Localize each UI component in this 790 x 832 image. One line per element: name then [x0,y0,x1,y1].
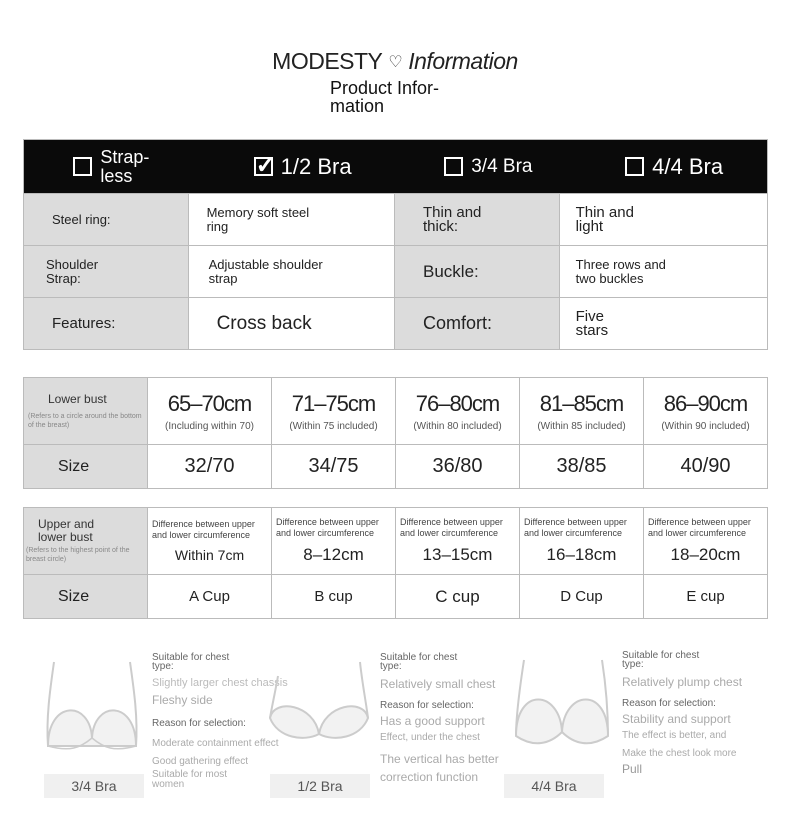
cup-diff-desc: Difference between upper and lower circumference [152,519,255,540]
feature-value-text: Cross back [216,312,312,334]
bra-icon [264,658,374,746]
bra-half-illustration [264,658,374,746]
cup-cell [272,575,396,618]
suitable-title: Suitable for chest type: [380,652,458,672]
bra-label: 1/2 Bra [270,774,370,798]
bra-icon [510,656,614,748]
feature-key [24,246,189,297]
size-value: 32/70 [184,455,235,477]
cup-cell [644,575,767,618]
size-cell [644,445,767,488]
lower-bust-table [23,377,768,489]
size-value: 36/80 [432,455,483,477]
style-options-bar [24,140,767,193]
range-note: (Including within 70) [165,420,254,432]
style-option-label: 3/4 Bra [471,155,533,177]
feature-key: Features: [24,298,189,349]
cup-diff-desc: Difference between upper and lower circumference [400,517,503,538]
brand-name: MODESTY [272,48,383,74]
feature-value-text: Adjustable shoulder strap [208,256,323,286]
cup-value: E cup [686,588,725,605]
reason-text: The effect is better, and [622,730,727,741]
suitable-title: Suitable for chest type: [152,652,230,672]
cup-cell [396,575,520,618]
feature-value [560,194,767,245]
suitable-text: Fleshy side [152,693,213,707]
cup-difference-row [24,508,767,574]
feature-key: Steel ring: [24,194,189,245]
suitable-title: Suitable for chest type: [622,650,700,670]
reason-text: The vertical has better correction function [380,752,499,784]
cup-diff-cell [272,508,396,574]
feature-value [560,298,767,349]
size-label: Size [24,445,148,488]
cup-diff-cell [396,508,520,574]
checkbox-empty-icon[interactable] [73,157,92,176]
suitable-text: Relatively plump chest [622,675,743,689]
cup-diff-range: 18–20cm [670,545,741,564]
reason-text: Stability and support [622,712,731,726]
suitable-text: Relatively small chest [380,677,496,691]
feature-key: Comfort: [395,298,560,349]
cup-value: C cup [435,586,480,606]
cup-cell [520,575,644,618]
range-note: (Within 85 included) [537,420,626,432]
feature-value [189,246,395,297]
bra-icon [40,660,144,752]
checkbox-empty-icon[interactable] [444,157,463,176]
range-cell [396,378,520,444]
page-subtitle [330,79,439,115]
brand-title [0,48,790,75]
reason-text: Pull [622,762,643,776]
cup-diff-cell [520,508,644,574]
range-value: 71–75cm [291,390,376,416]
checkbox-empty-icon[interactable] [625,157,644,176]
feature-key-text: Shoulder Strap: [46,256,99,286]
feature-value [189,194,395,245]
reason-text: Make the chest look more [622,748,737,759]
range-value: 65–70cm [167,390,252,416]
size-cell [272,445,396,488]
range-cell [272,378,396,444]
range-cell [148,378,272,444]
feature-row [24,193,767,245]
cup-diff-cell [148,508,272,574]
feature-value-text: Thin and light [575,203,634,235]
range-note: (Within 80 included) [413,420,502,432]
reason-text: Suitable for most women [152,769,228,790]
feature-value [189,298,395,349]
lower-bust-row [24,378,767,444]
feature-value-text: Three rows and two buckles [575,256,666,286]
size-cell [520,445,644,488]
feature-row [24,297,767,349]
cup-row [24,574,767,618]
checkbox-checked-icon[interactable] [254,157,273,176]
size-label: Size [24,575,148,618]
style-option-half-bra[interactable] [210,140,396,193]
cup-diff-range: 13–15cm [422,545,493,564]
subtitle-line-1: Product Infor- [330,78,440,98]
style-option-strapless[interactable] [24,140,210,193]
feature-value-text: Five stars [575,307,609,339]
cup-size-table [23,507,768,619]
lower-bust-label: Lower bust [48,392,107,406]
lower-bust-label-cell [24,378,148,444]
product-features-table [23,139,768,350]
feature-row [24,245,767,297]
reason-title: Reason for selection: [622,698,716,709]
reason-title: Reason for selection: [380,700,474,711]
cup-diff-cell [644,508,767,574]
cup-diff-desc: Difference between upper and lower circumference [276,517,379,538]
range-cell [520,378,644,444]
cup-diff-desc: Difference between upper and lower circumference [524,517,627,538]
size-value: 40/90 [680,455,731,477]
bra-full-illustration [510,656,614,748]
cup-diff-range: Within 7cm [174,547,245,563]
feature-key [395,194,560,245]
style-option-label: Strap-less [100,146,150,186]
reason-text: Good gathering effect [152,756,248,767]
heart-outline-icon: ♡ [388,54,403,71]
bra-label: 3/4 Bra [44,774,144,798]
cup-value: D Cup [560,588,603,605]
range-note: (Within 90 included) [661,420,750,432]
cup-value: B cup [314,588,353,605]
subtitle-line-2: mation [330,96,385,116]
style-option-three-quarter-bra[interactable] [396,140,582,193]
cup-diff-range: 16–18cm [546,545,617,564]
bra-description [622,651,772,776]
size-cell [396,445,520,488]
cup-diff-desc: Difference between upper and lower circumference [648,517,751,538]
reason-title: Reason for selection: [152,718,246,729]
cup-diff-range: 8–12cm [303,545,364,564]
feature-key: Buckle: [395,246,560,297]
reason-text: Moderate containment effect [152,738,279,749]
feature-value-text: Memory soft steel ring [206,204,310,234]
size-value: 38/85 [556,455,607,477]
cup-value: A Cup [189,588,230,605]
upper-lower-label: Upper and lower bust [38,517,95,544]
upper-lower-note: (Refers to the highest point of the breast circle) [26,547,130,563]
range-cell [644,378,767,444]
cup-cell [148,575,272,618]
brand-info-word: Information [408,48,518,74]
range-note: (Within 75 included) [289,420,378,432]
style-option-label: 4/4 Bra [652,153,724,179]
size-value: 34/75 [308,455,359,477]
feature-value [560,246,767,297]
range-value: 76–80cm [415,390,500,416]
size-row [24,444,767,488]
upper-lower-label-cell [24,508,148,574]
bra-description [380,653,530,786]
range-value: 86–90cm [663,390,748,416]
range-value: 81–85cm [539,390,624,416]
feature-key-text: Thin and thick: [423,203,482,235]
style-option-label: 1/2 Bra [280,153,352,179]
lower-bust-note: (Refers to a circle around the bottom of the breast) [28,413,142,429]
size-cell [148,445,272,488]
bra-three-quarter-illustration [40,660,144,752]
reason-text: Has a good support [380,714,485,728]
style-option-full-bra[interactable] [581,140,767,193]
suitable-text: Slightly larger chest chassis [152,677,288,689]
reason-text: Effect, under the chest [380,732,480,743]
bra-label: 4/4 Bra [504,774,604,798]
